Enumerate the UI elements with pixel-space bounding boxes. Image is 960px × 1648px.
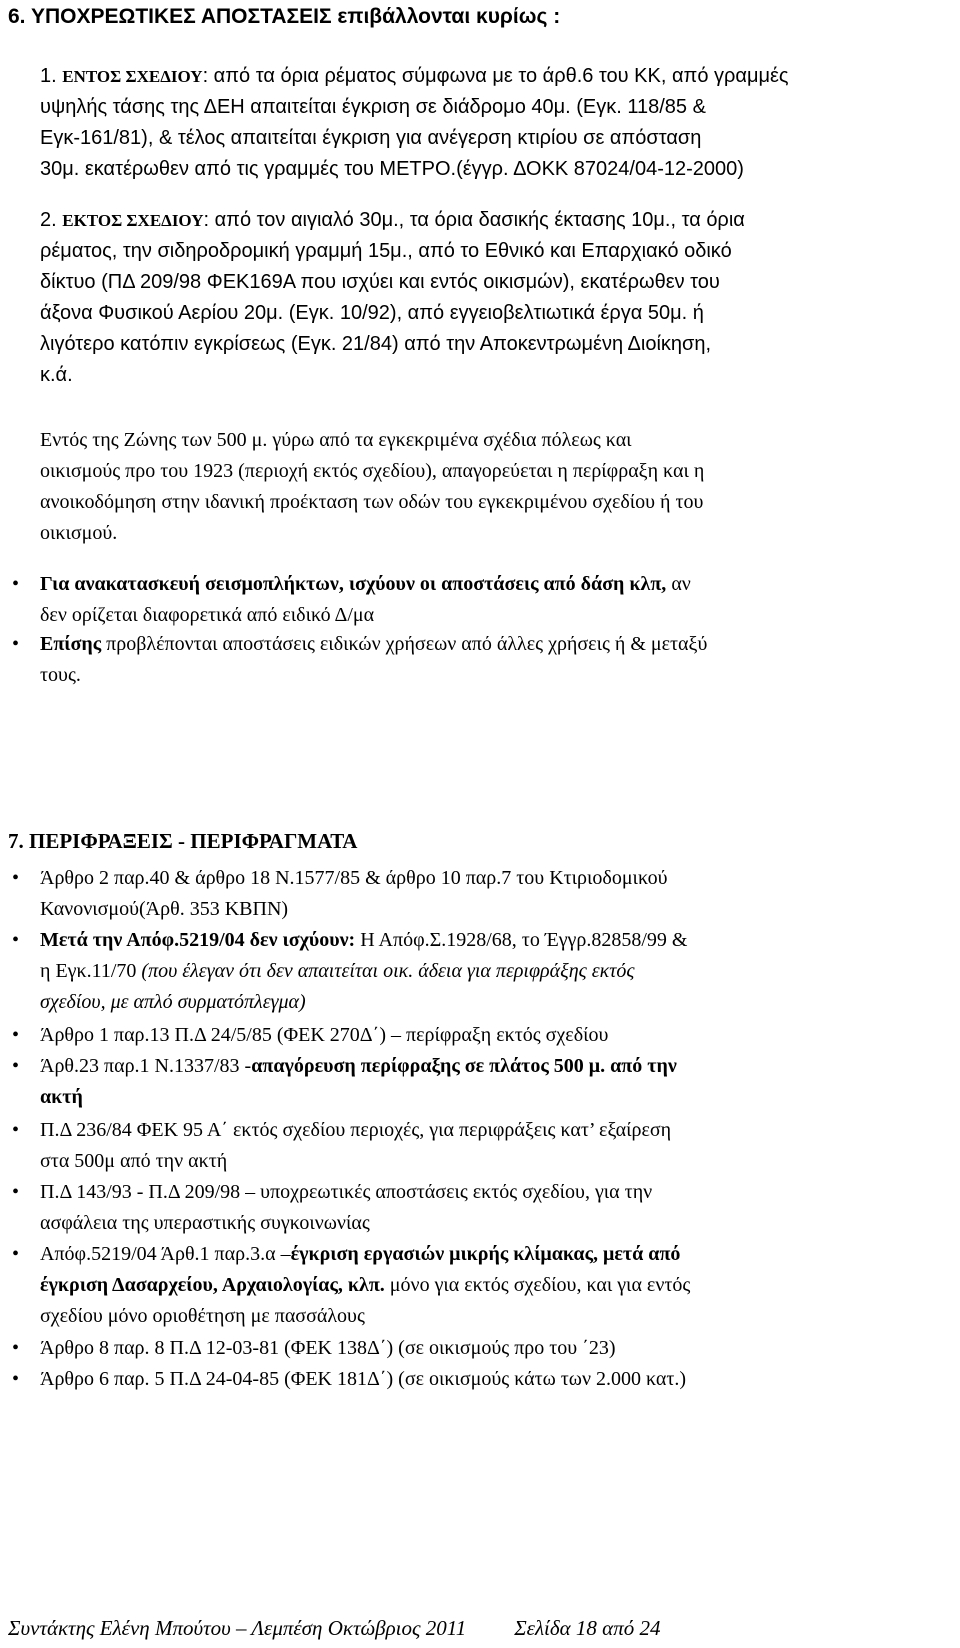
item-1-line-2: υψηλής τάσης της ΔΕΗ απαιτείται έγκριση σε διάδρομο 40μ. (Εγκ. 118/85 & xyxy=(40,96,706,118)
item-1-line-4: 30μ. εκατέρωθεν από τις γραμμές του ΜΕΤΡΟ.(έγγρ. ΔΟΚΚ 87024/04-12-2000) xyxy=(40,158,744,180)
bullet-reconstruction-line-1 xyxy=(40,569,920,600)
s7-item-9 xyxy=(40,1364,920,1395)
s7-item-3 xyxy=(40,1020,920,1051)
s7-item-1-line-2: Κανονισμού(Άρθ. 353 ΚΒΠΝ) xyxy=(40,898,289,920)
s7-item-4 xyxy=(40,1051,920,1113)
bullet-reconstruction-rest: αν xyxy=(666,573,691,595)
footer-author: Συντάκτης Ελένη Μπούτου – Λεμπέση Οκτώβριος 2011 xyxy=(8,1616,467,1640)
s7-item-2-plain: η Εγκ.11/70 xyxy=(40,960,142,982)
bullet-glyph: • xyxy=(12,1181,20,1203)
bullet-reconstruction-bold: Για ανακατασκευή σεισμοπλήκτων, ισχύουν οι αποστάσεις από δάση κλπ, xyxy=(40,573,667,595)
bullet-reconstruction xyxy=(40,569,920,631)
bullet-glyph: • xyxy=(12,1055,20,1077)
s7-item-5-line-2: στα 500μ από την ακτή xyxy=(40,1150,228,1172)
s7-item-8 xyxy=(40,1333,920,1364)
item-2-ektos-sxediou xyxy=(40,205,920,391)
item-2-line-2: ρέματος, την σιδηροδρομική γραμμή 15μ., από το Εθνικό και Επαρχιακό οδικό xyxy=(40,240,732,262)
bullet-glyph: • xyxy=(12,1243,20,1265)
item-1-number: 1. xyxy=(40,65,57,87)
s7-item-1 xyxy=(40,863,920,925)
s7-item-4-line-1 xyxy=(40,1051,920,1082)
s7-item-2-line-1 xyxy=(40,925,920,956)
bullet-special-uses-bold: Επίσης xyxy=(40,633,102,655)
item-2-line-4: άξονα Φυσικού Αερίου 20μ. (Εγκ. 10/92), από εγγειοβελτιωτικά έργα 50μ. ή xyxy=(40,302,704,324)
bullet-special-uses-rest: προβλέπονται αποστάσεις ειδικών χρήσεων από άλλες χρήσεις ή & μεταξύ xyxy=(101,633,708,655)
item-1-text-1: : από τα όρια ρέματος σύμφωνα με το άρθ.6 του ΚΚ, από γραμμές xyxy=(202,65,789,87)
bullet-glyph: • xyxy=(12,1024,20,1046)
s7-item-4-line-2: ακτή xyxy=(40,1086,83,1108)
item-1-label: ΕΝΤΟΣ ΣΧΕΔΙΟΥ xyxy=(62,67,203,86)
item-2-number: 2. xyxy=(40,209,57,231)
zone-line-4: οικισμού. xyxy=(40,522,118,544)
item-2-text-1: : από τον αιγιαλό 30μ., τα όρια δασικής έκτασης 10μ., τα όρια xyxy=(203,209,745,231)
s7-item-2-bold: Μετά την Απόφ.5219/04 δεν ισχύουν: xyxy=(40,929,356,951)
s7-item-6 xyxy=(40,1177,920,1239)
s7-item-6-line-1: Π.Δ 143/93 - Π.Δ 209/98 – υποχρεωτικές αποστάσεις εκτός σχεδίου, για την xyxy=(40,1181,653,1203)
s7-item-5-line-1: Π.Δ 236/84 ΦΕΚ 95 Α΄ εκτός σχεδίου περιοχές, για περιφράξεις κατ’ εξαίρεση xyxy=(40,1119,672,1141)
bullet-special-uses-line-2: τους. xyxy=(40,664,81,686)
zone-line-3: ανοικοδόμηση στην ιδανική προέκταση των οδών του εγκεκριμένου σχεδίου ή του xyxy=(40,491,704,513)
bullet-glyph: • xyxy=(12,1368,20,1390)
bullet-special-uses xyxy=(40,629,920,691)
item-2-line-5: λιγότερο κατόπιν εγκρίσεως (Εγκ. 21/84) από την Αποκεντρωμένη Διοίκηση, xyxy=(40,333,712,355)
s7-item-2-rest: Η Απόφ.Σ.1928/68, το Έγγρ.82858/99 & xyxy=(355,929,688,951)
page-footer xyxy=(8,1613,660,1643)
bullet-glyph: • xyxy=(12,929,20,951)
item-2-line-6: κ.ά. xyxy=(40,364,73,386)
bullet-glyph: • xyxy=(12,633,20,655)
s7-item-4-bold: απαγόρευση περίφραξης σε πλάτος 500 μ. από την xyxy=(251,1055,677,1077)
footer-page-number: Σελίδα 18 από 24 xyxy=(514,1616,661,1640)
item-2-line-1 xyxy=(40,205,920,236)
item-1-line-3: Εγκ-161/81), & τέλος απαιτείται έγκριση για ανέγερση κτιρίου σε απόσταση xyxy=(40,127,702,149)
s7-item-7-line-3: σχεδίου μόνο οριοθέτηση με πασσάλους xyxy=(40,1305,365,1327)
s7-item-1-line-1: Άρθρο 2 παρ.40 & άρθρο 18 Ν.1577/85 & άρθρο 10 παρ.7 του Κτιριοδομικού xyxy=(40,867,668,889)
bullet-glyph: • xyxy=(12,1119,20,1141)
s7-item-7-line-1 xyxy=(40,1239,920,1270)
s7-item-7-rest: μόνο για εκτός σχεδίου, και για εντός xyxy=(384,1274,691,1296)
bullet-glyph: • xyxy=(12,867,20,889)
s7-item-9-line-1: Άρθρο 6 παρ. 5 Π.Δ 24-04-85 (ΦΕΚ 181Δ΄) (σε οικισμούς κάτω των 2.000 κατ.) xyxy=(40,1368,687,1390)
item-2-label: ΕΚΤΟΣ ΣΧΕΔΙΟΥ xyxy=(62,211,204,230)
s7-item-2-line-3: σχεδίου, με απλό συρματόπλεγμα) xyxy=(40,991,306,1013)
bullet-glyph: • xyxy=(12,1337,20,1359)
s7-item-7-bold: έγκριση εργασιών μικρής κλίμακας, μετά από xyxy=(290,1243,681,1265)
s7-item-3-line-1: Άρθρο 1 παρ.13 Π.Δ 24/5/85 (ΦΕΚ 270Δ΄) – περίφραξη εκτός σχεδίου xyxy=(40,1024,609,1046)
s7-item-7-line-2 xyxy=(40,1270,920,1301)
section-7-heading: 7. ΠΕΡΙΦΡΑΞΕΙΣ - ΠΕΡΙΦΡΑΓΜΑΤΑ xyxy=(8,829,358,853)
bullet-glyph: • xyxy=(12,573,20,595)
item-2-line-3: δίκτυο (ΠΔ 209/98 ΦΕΚ169Α που ισχύει και εντός οικισμών), εκατέρωθεν του xyxy=(40,271,720,293)
item-1-entos-sxediou xyxy=(40,61,910,185)
item-1-line-1 xyxy=(40,61,910,92)
s7-item-7-bold-2: έγκριση Δασαρχείου, Αρχαιολογίας, κλπ. xyxy=(40,1274,385,1296)
s7-item-6-line-2: ασφάλεια της υπεραστικής συγκοινωνίας xyxy=(40,1212,370,1234)
zone-500m-paragraph xyxy=(40,425,920,549)
s7-item-2-italic: (που έλεγαν ότι δεν απαιτείται οικ. άδεια για περιφράξης εκτός xyxy=(141,960,635,982)
zone-line-1: Εντός της Ζώνης των 500 μ. γύρω από τα εγκεκριμένα σχέδια πόλεως και xyxy=(40,429,632,451)
s7-item-8-line-1: Άρθρο 8 παρ. 8 Π.Δ 12-03-81 (ΦΕΚ 138Δ΄) (σε οικισμούς προ του ΄23) xyxy=(40,1337,616,1359)
s7-item-2 xyxy=(40,925,920,1018)
bullet-reconstruction-line-2: δεν ορίζεται διαφορετικά από ειδικό Δ/μα xyxy=(40,604,375,626)
s7-item-2-line-2 xyxy=(40,956,920,987)
s7-item-5 xyxy=(40,1115,920,1177)
bullet-special-uses-line-1 xyxy=(40,629,920,660)
s7-item-7 xyxy=(40,1239,920,1332)
s7-item-4-plain: Άρθ.23 παρ.1 Ν.1337/83 - xyxy=(40,1055,252,1077)
zone-line-2: οικισμούς προ του 1923 (περιοχή εκτός σχεδίου), απαγορεύεται η περίφραξη και η xyxy=(40,460,705,482)
s7-item-7-plain: Απόφ.5219/04 Άρθ.1 παρ.3.α – xyxy=(40,1243,291,1265)
section-6-heading: 6. ΥΠΟΧΡΕΩΤΙΚΕΣ ΑΠΟΣΤΑΣΕΙΣ επιβάλλονται κυρίως : xyxy=(8,5,561,28)
